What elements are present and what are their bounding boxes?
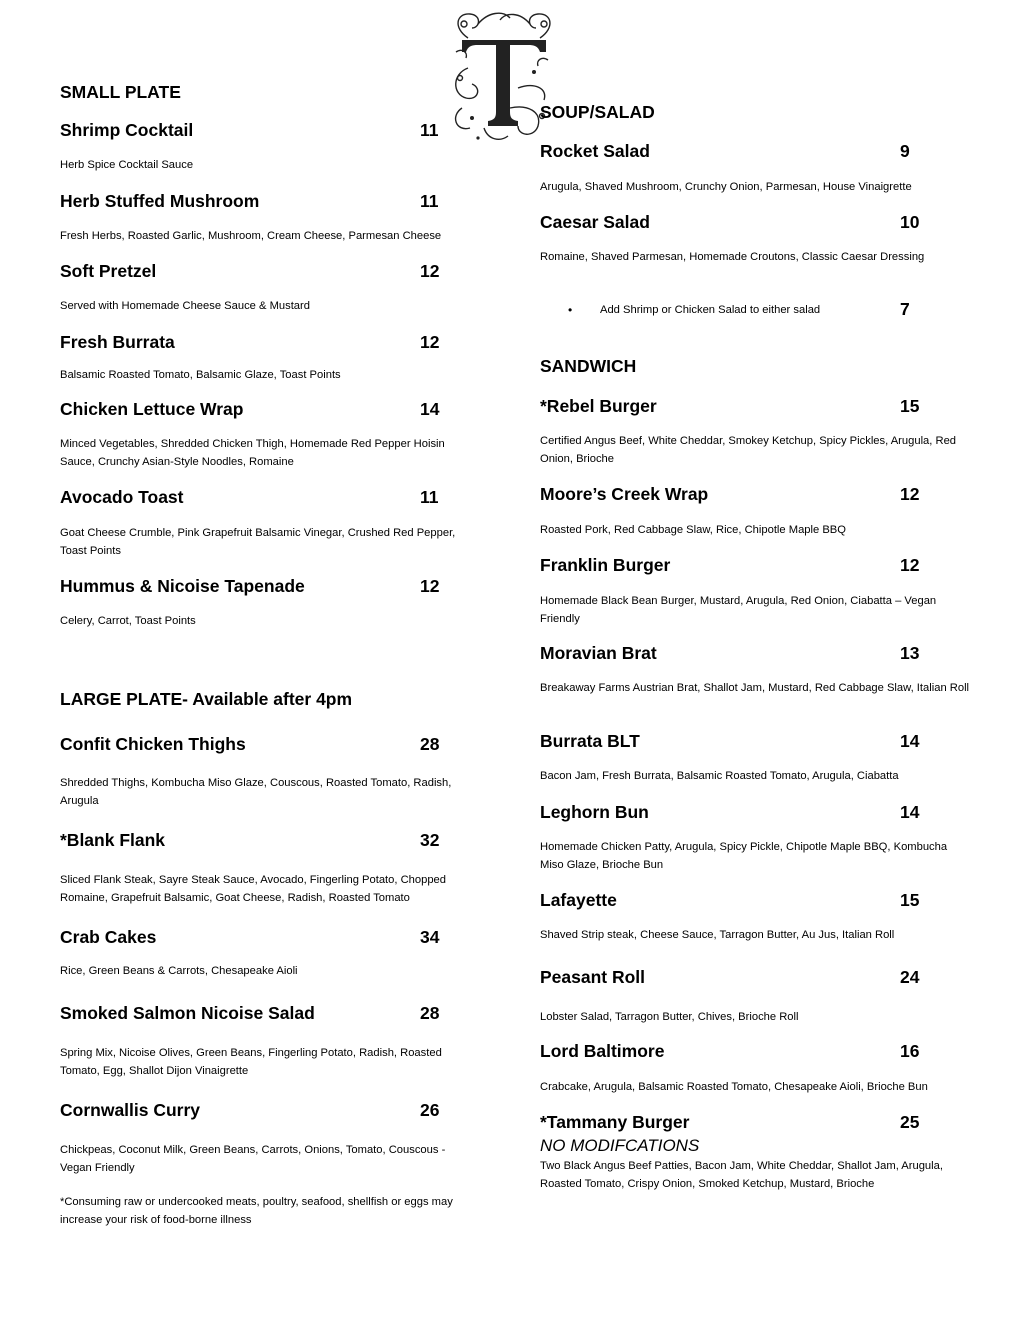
item-description: Homemade Chicken Patty, Arugula, Spicy Pickle, Chipotle Maple BBQ, Kombucha Miso Glaze, Brioche Bun (540, 841, 948, 871)
item-description: Fresh Herbs, Roasted Garlic, Mushroom, Cream Cheese, Parmesan Cheese (60, 230, 442, 242)
item-price: 11 (420, 120, 439, 140)
item-price: 10 (900, 212, 920, 232)
item-name: Confit Chicken Thighs (60, 734, 246, 754)
item-name: Soft Pretzel (60, 261, 157, 281)
item-name: Leghorn Bun (540, 802, 649, 822)
menu-item (60, 399, 480, 420)
item-price: 11 (420, 191, 439, 211)
item-name: Crab Cakes (60, 927, 157, 947)
item-description: Bacon Jam, Fresh Burrata, Balsamic Roasted Tomato, Arugula, Ciabatta (540, 770, 899, 782)
item-price: 25 (900, 1112, 920, 1132)
menu-item (540, 555, 970, 576)
item-name: Cornwallis Curry (60, 1100, 201, 1120)
item-name: Franklin Burger (540, 555, 671, 575)
item-price: 15 (900, 396, 920, 416)
item-price: 12 (420, 576, 440, 596)
item-price: 12 (900, 484, 920, 504)
menu-item (540, 731, 970, 752)
consumer-advisory-footnote: *Consuming raw or undercooked meats, poultry, seafood, shellfish or eggs may increase your risk of food-borne illness (60, 1196, 453, 1226)
menu-item (60, 191, 480, 212)
item-description: Arugula, Shaved Mushroom, Crunchy Onion, Parmesan, House Vinaigrette (540, 181, 912, 193)
menu-item (60, 120, 480, 141)
item-note: NO MODIFCATIONS (540, 1136, 700, 1155)
item-description: Romaine, Shaved Parmesan, Homemade Croutons, Classic Caesar Dressing (540, 251, 925, 263)
item-price: 32 (420, 830, 440, 850)
item-price: 24 (900, 967, 920, 987)
menu-item (540, 141, 970, 162)
item-name: Hummus & Nicoise Tapenade (60, 576, 305, 596)
item-description: Herb Spice Cocktail Sauce (60, 159, 194, 171)
item-name: Caesar Salad (540, 212, 650, 232)
item-price: 14 (900, 731, 920, 751)
menu-item (540, 890, 970, 911)
menu-item (540, 967, 970, 988)
item-name: Moravian Brat (540, 643, 657, 663)
menu-item (60, 576, 480, 597)
item-price: 13 (900, 643, 920, 663)
menu-item (60, 734, 480, 755)
menu-item (540, 212, 970, 233)
item-description: Certified Angus Beef, White Cheddar, Smokey Ketchup, Spicy Pickles, Arugula, Red Onion, Brioche (540, 435, 957, 465)
menu-item (60, 1100, 480, 1121)
item-description: Goat Cheese Crumble, Pink Grapefruit Balsamic Vinegar, Crushed Red Pepper, Toast Points (60, 527, 456, 557)
menu-item (60, 927, 480, 948)
item-name: Burrata BLT (540, 731, 640, 751)
item-price: 16 (900, 1041, 920, 1061)
item-description: Shredded Thighs, Kombucha Miso Glaze, Couscous, Roasted Tomato, Radish, Arugula (60, 777, 452, 807)
item-description: Sliced Flank Steak, Sayre Steak Sauce, Avocado, Fingerling Potato, Chopped Romaine, Grapefruit Balsamic, Goat Cheese, Radish, Roasted Tomato (60, 874, 446, 904)
menu-item (60, 830, 480, 851)
menu-item (540, 802, 970, 823)
item-price: 9 (900, 141, 910, 161)
item-name: Peasant Roll (540, 967, 646, 987)
menu-item (540, 396, 970, 417)
item-name: Herb Stuffed Mushroom (60, 191, 260, 211)
item-price: 12 (420, 332, 440, 352)
section-title-large-plate: LARGE PLATE- Available after 4pm (60, 689, 353, 709)
right-column (540, 0, 970, 1320)
menu-item (60, 332, 480, 353)
menu-item (60, 487, 480, 508)
section-title-soup-salad: SOUP/SALAD (540, 102, 655, 122)
item-description: Homemade Black Bean Burger, Mustard, Arugula, Red Onion, Ciabatta – Vegan Friendly (540, 595, 937, 625)
item-description: Crabcake, Arugula, Balsamic Roasted Tomato, Chesapeake Aioli, Brioche Bun (540, 1081, 928, 1093)
item-description: Roasted Pork, Red Cabbage Slaw, Rice, Chipotle Maple BBQ (540, 524, 846, 536)
item-price: 34 (420, 927, 440, 947)
item-price: 11 (420, 487, 439, 507)
item-name: Chicken Lettuce Wrap (60, 399, 244, 419)
section-title-sandwich: SANDWICH (540, 356, 637, 376)
item-description: Balsamic Roasted Tomato, Balsamic Glaze, Toast Points (60, 369, 341, 381)
item-name: Smoked Salmon Nicoise Salad (60, 1003, 315, 1023)
left-column (60, 0, 480, 1320)
item-price: 28 (420, 734, 440, 754)
section-title-small-plate: SMALL PLATE (60, 82, 181, 102)
menu-item (60, 261, 480, 282)
item-description: Chickpeas, Coconut Milk, Green Beans, Carrots, Onions, Tomato, Couscous - Vegan Friendly (60, 1144, 446, 1174)
item-price: 12 (420, 261, 440, 281)
item-price: 26 (420, 1100, 440, 1120)
item-price: 14 (420, 399, 440, 419)
item-description: Served with Homemade Cheese Sauce & Mustard (60, 300, 310, 312)
item-price: 14 (900, 802, 920, 822)
menu-item (60, 1003, 480, 1024)
item-description: Shaved Strip steak, Cheese Sauce, Tarragon Butter, Au Jus, Italian Roll (540, 929, 895, 941)
item-name: Lafayette (540, 890, 617, 910)
salad-addon (540, 299, 970, 323)
item-name: Fresh Burrata (60, 332, 175, 352)
bullet-icon: • (568, 303, 573, 317)
item-name: *Rebel Burger (540, 396, 657, 416)
item-description: Minced Vegetables, Shredded Chicken Thigh, Homemade Red Pepper Hoisin Sauce, Crunchy Asian-Style Noodles, Romaine (60, 438, 445, 468)
item-description: Two Black Angus Beef Patties, Bacon Jam, White Cheddar, Shallot Jam, Arugula, Roasted Tomato, Crispy Onion, Smoked Ketchup, Mustard, Brioche (540, 1160, 943, 1190)
item-price: 28 (420, 1003, 440, 1023)
item-price: 15 (900, 890, 920, 910)
addon-price: 7 (900, 299, 910, 319)
item-description: Spring Mix, Nicoise Olives, Green Beans, Fingerling Potato, Radish, Roasted Tomato, Egg, Shallot Dijon Vinaigrette (60, 1047, 442, 1077)
menu-item (540, 484, 970, 505)
item-description: Breakaway Farms Austrian Brat, Shallot Jam, Mustard, Red Cabbage Slaw, Italian Roll (540, 682, 970, 694)
item-name: Lord Baltimore (540, 1041, 665, 1061)
item-name: Shrimp Cocktail (60, 120, 194, 140)
item-name: Avocado Toast (60, 487, 184, 507)
item-description: Rice, Green Beans & Carrots, Chesapeake Aioli (60, 965, 298, 977)
item-description: Lobster Salad, Tarragon Butter, Chives, Brioche Roll (540, 1011, 799, 1023)
menu-item (540, 1112, 970, 1133)
item-name: *Tammany Burger (540, 1112, 690, 1132)
item-description: Celery, Carrot, Toast Points (60, 615, 196, 627)
menu-item (540, 643, 970, 664)
item-name: *Blank Flank (60, 830, 166, 850)
item-name: Rocket Salad (540, 141, 650, 161)
item-price: 12 (900, 555, 920, 575)
menu-item (540, 1041, 970, 1062)
item-name: Moore’s Creek Wrap (540, 484, 709, 504)
addon-text: Add Shrimp or Chicken Salad to either salad (600, 304, 821, 316)
